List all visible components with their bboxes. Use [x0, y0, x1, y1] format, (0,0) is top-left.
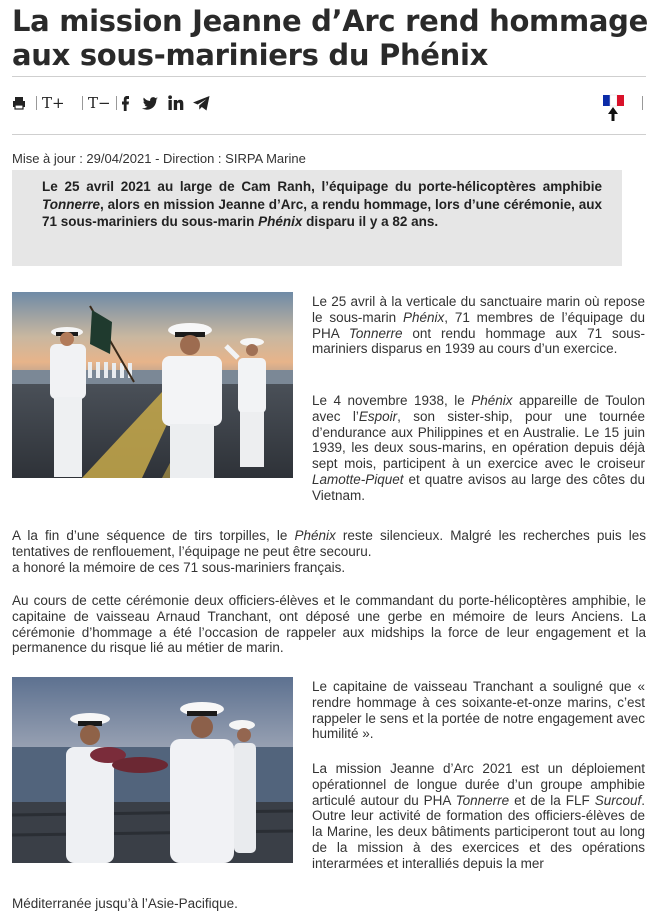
flag-icon[interactable]: [602, 94, 624, 122]
body-paragraph-end: Méditerranée jusqu’à l’Asie-Pacifique.: [12, 896, 238, 911]
lead-paragraph: Le 25 avril 2021 au large de Cam Ranh, l’équipage du porte-hélicoptères amphibie Tonnerre, alors en mission Jeanne d’Arc, a rendu hommage, lors d’une cérémonie, aux 71 sous-mariniers du sous-marin Phénix disparu il y a 82 ans.: [42, 179, 602, 229]
body-paragraph: Le capitaine de vaisseau Tranchant a souligné que « rendre hommage à ces soixante-et-onze marins, c’est rappeler le sens et la portée de notre engagement avec humilité ».: [312, 679, 645, 742]
body-paragraph: Le 4 novembre 1938, le Phénix appareille de Toulon avec l’Espoir, son sister-ship, pour une tournée d’endurance aux Philippines et en Australie. Le 15 juin 1939, les deux sous-marins, en opération depuis déjà sept mois, participent à un exercice avec le croiseur Lamotte-Piquet et quatre avisos au large des côtes du Vietnam.: [312, 393, 646, 503]
toolbar-separator: [82, 96, 83, 110]
divider: [12, 134, 646, 135]
body-paragraph: Au cours de cette cérémonie deux officiers-élèves et le commandant du porte-hélicoptères amphibie, le capitaine de vaisseau Arnaud Tranchant, ont déposé une gerbe en mémoire de leurs Anciens. La cérémonie d’hommage a été l’occasion de rappeler aux midships la force de leur engagement et la permanence du risque lié au métier de marin.: [12, 593, 646, 656]
toolbar-separator: [36, 96, 37, 110]
ceremony-photo-wreath: [12, 677, 293, 863]
toolbar-separator: [116, 96, 117, 110]
linkedin-icon[interactable]: [168, 92, 184, 114]
article-title: La mission Jeanne d’Arc rend hommage aux sous-mariniers du Phénix: [12, 4, 648, 72]
lead-box: [12, 170, 622, 266]
print-icon[interactable]: [12, 92, 26, 114]
facebook-icon[interactable]: [121, 92, 130, 114]
share-toolbar: [12, 92, 652, 114]
body-paragraph: La mission Jeanne d’Arc 2021 est un déploiement opérationnel de longue durée d’un groupe amphibie articulé autour du PHA Tonnerre et de la FLF Surcouf. Outre leur activité de formation des officiers-élèves de la Marine, les deux bâtiments participeront tout au long de la mission à des exercices et des opérations interarmées et interalliés depuis la mer: [312, 761, 645, 871]
twitter-icon[interactable]: [142, 92, 159, 114]
update-date: Mise à jour : 29/04/2021 - Direction : SIRPA Marine: [12, 151, 306, 166]
font-increase-button[interactable]: T+: [42, 94, 65, 112]
divider: [12, 76, 646, 77]
body-paragraph: A la fin d’une séquence de tirs torpilles, le Phénix reste silencieux. Malgré les recherches puis les tentatives de renflouement, l’équipage ne peut être secouru. a honoré la mémoire de ces 71 sous-mariniers français.: [12, 528, 647, 575]
toolbar-separator: [642, 96, 643, 110]
telegram-icon[interactable]: [192, 92, 211, 114]
body-paragraph: Le 25 avril à la verticale du sanctuaire marin où repose le sous-marin Phénix, 71 membres de l’équipage du PHA Tonnerre ont rendu hommage aux 71 sous-mariniers disparus en 1939 au cours d’un exercice.: [312, 294, 646, 357]
ceremony-photo-salute: [12, 292, 293, 478]
font-decrease-button[interactable]: T−: [88, 94, 111, 112]
